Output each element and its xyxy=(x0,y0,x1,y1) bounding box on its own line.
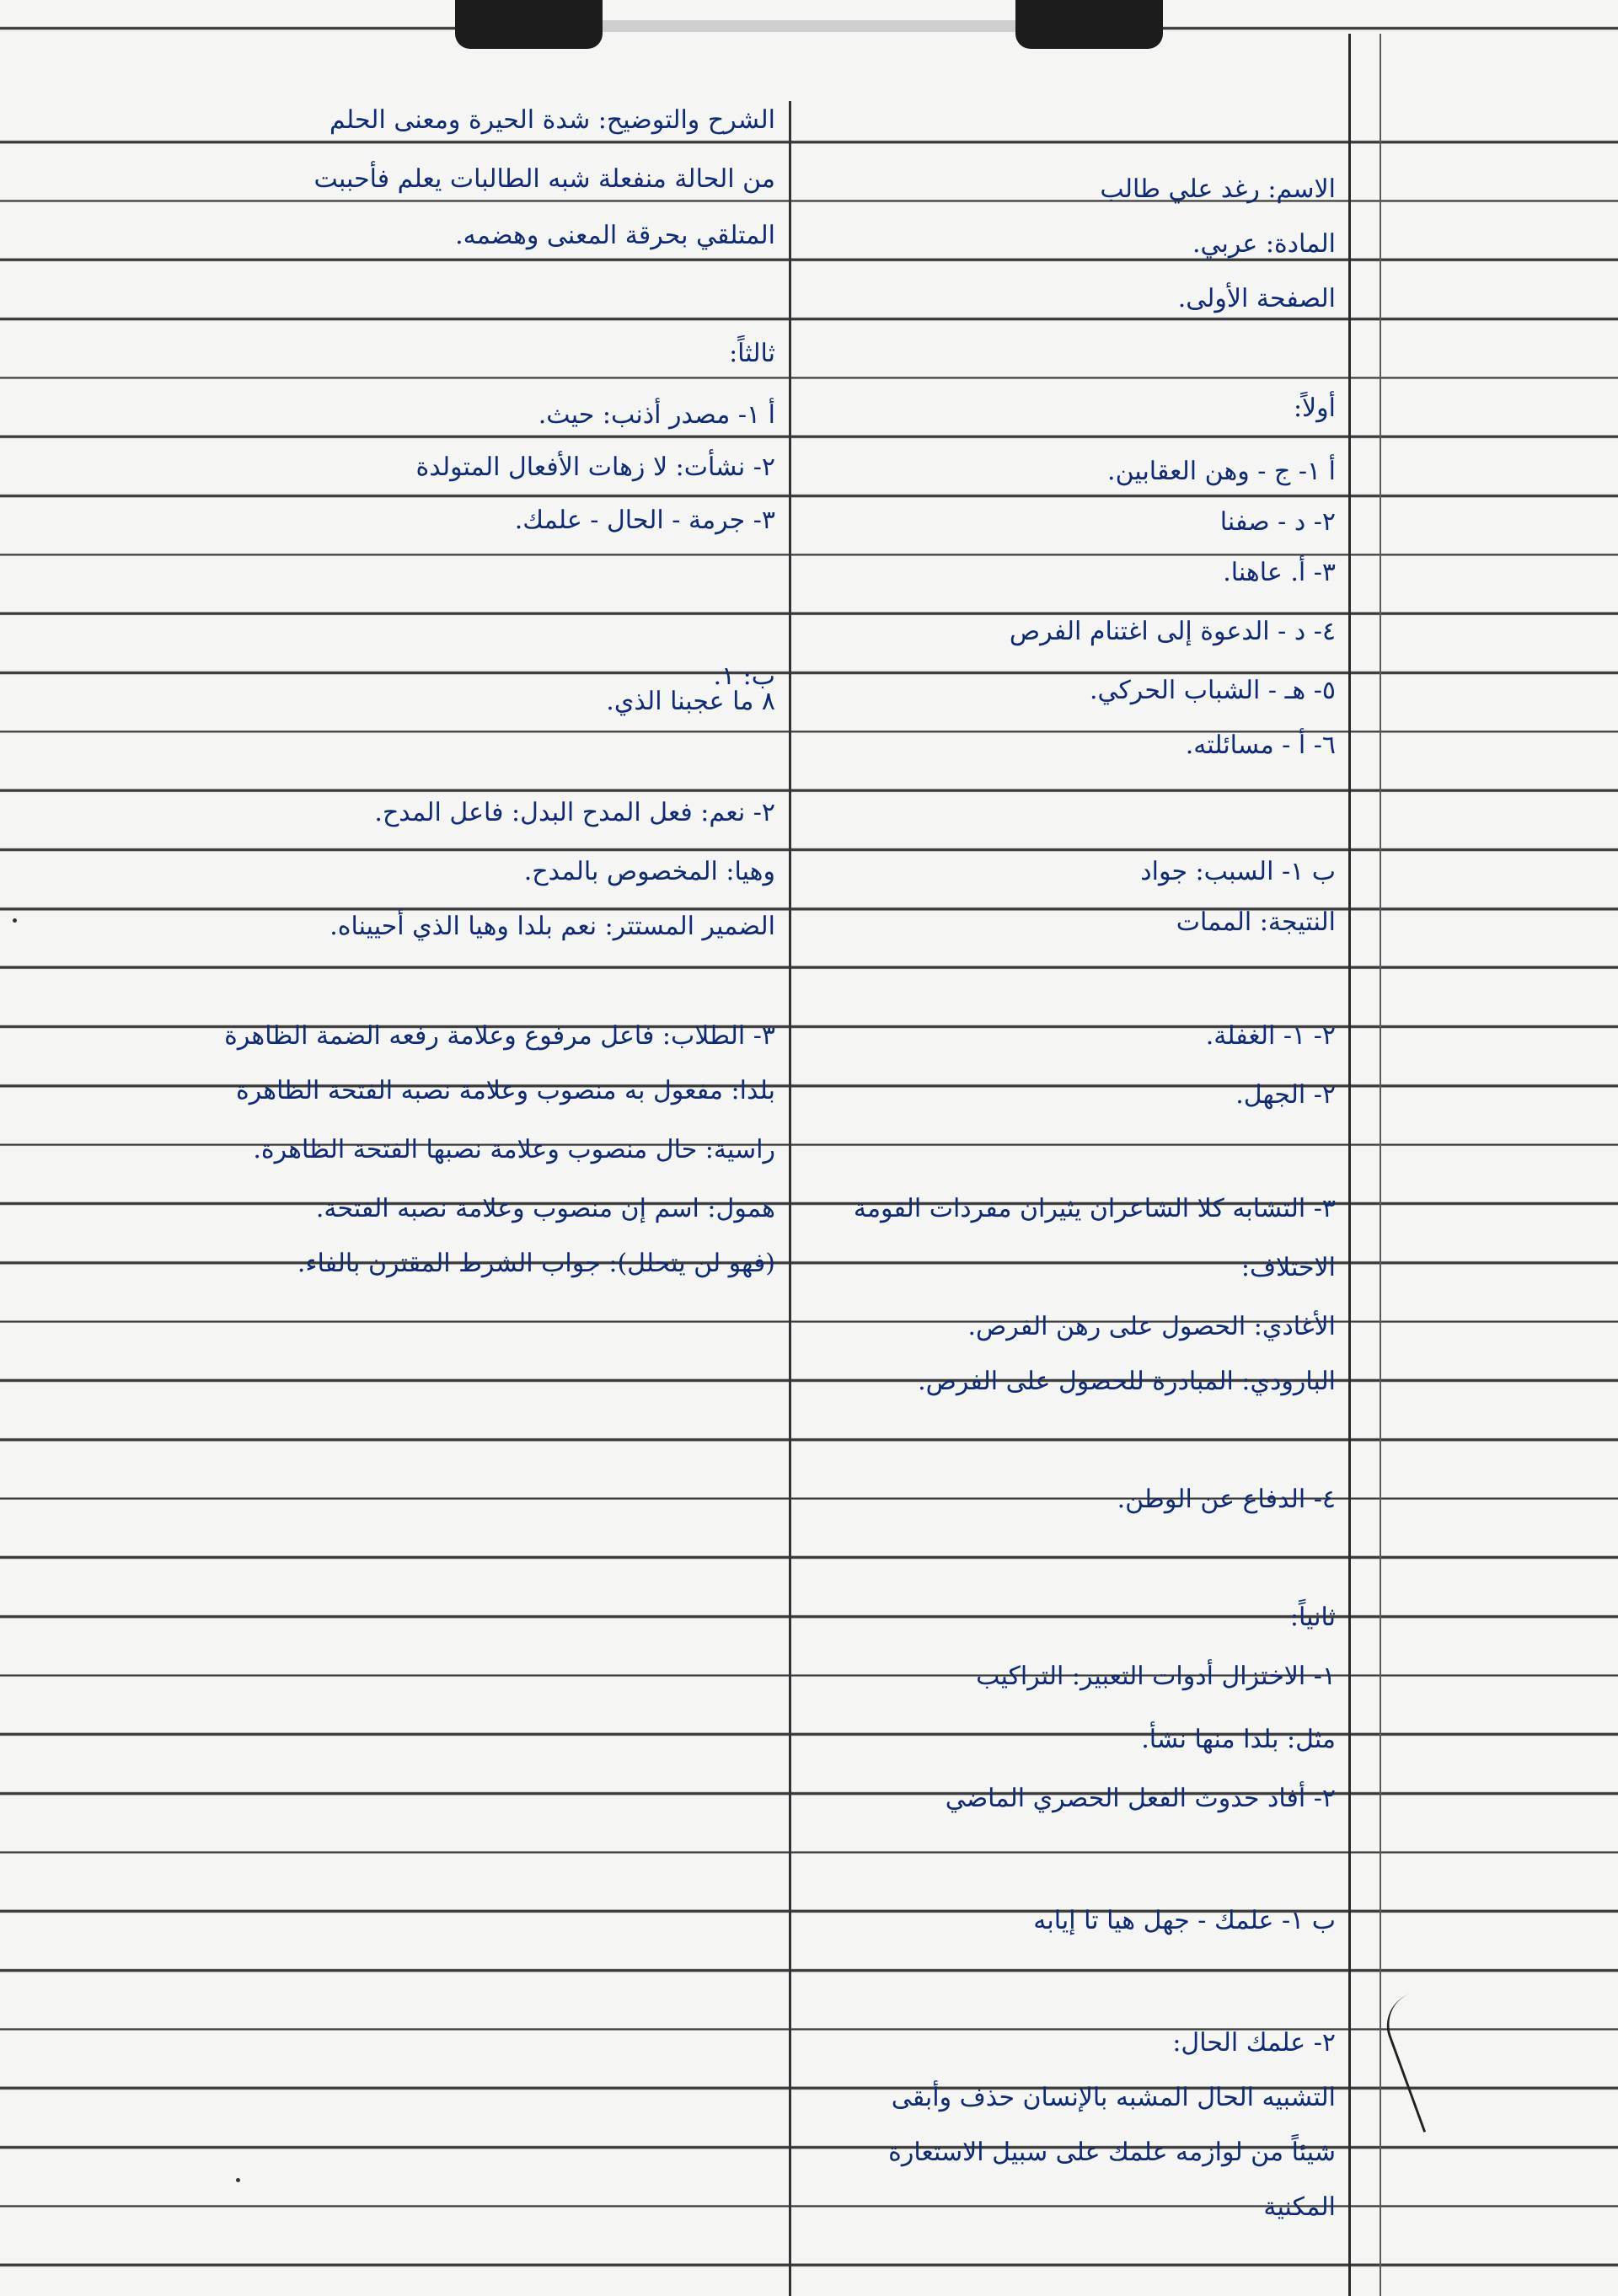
handwritten-line: ٢- د - صفنا xyxy=(1219,507,1336,537)
handwritten-line: راسية: حال منصوب وعلامة نصبها الفتحة الظاهرة. xyxy=(253,1135,775,1164)
handwritten-line: شيئاً من لوازمه علمك على سبيل الاستعارة xyxy=(888,2138,1336,2167)
handwritten-line: المكنية xyxy=(1263,2192,1336,2222)
handwritten-line: ٨ ما عجبنا الذي. xyxy=(606,687,775,716)
margin-line-inner xyxy=(1380,34,1381,2296)
handwritten-line: أ ١- مصدر أذنب: حيث. xyxy=(538,400,775,430)
clipboard-clip-right xyxy=(1015,0,1163,49)
handwritten-line: المادة: عربي. xyxy=(1192,229,1336,259)
handwritten-line: ب ١- السبب: جواد xyxy=(1140,857,1336,886)
handwritten-line: الصفحة الأولى. xyxy=(1177,284,1336,313)
handwritten-line: الضمير المستتر: نعم بلدا وهيا الذي أحييناه. xyxy=(329,912,775,941)
handwritten-line: ٢- نعم: فعل المدح البدل: فاعل المدح. xyxy=(374,798,775,827)
handwritten-line: المتلقي بحرقة المعنى وهضمه. xyxy=(455,221,775,250)
handwritten-line: النتيجة: الممات xyxy=(1176,907,1336,937)
handwritten-line: ٥- هـ - الشباب الحركي. xyxy=(1089,676,1336,705)
handwritten-line: ٣- أ. عاهنا. xyxy=(1223,558,1336,587)
handwritten-line: الاختلاف: xyxy=(1240,1253,1336,1282)
handwritten-line: ٤- الدفاع عن الوطن. xyxy=(1117,1485,1336,1514)
handwritten-line: ٢- الجهل. xyxy=(1235,1080,1336,1110)
handwritten-line: من الحالة منفعلة شبه الطالبات يعلم فأحببت xyxy=(313,164,775,194)
handwritten-line: ٦- أ - مسائلته. xyxy=(1185,731,1336,760)
handwritten-line: ٢- نشأت: لا زهات الأفعال المتولدة xyxy=(415,452,775,482)
handwritten-line: التشبيه الحال المشبه بالإنسان حذف وأبقى xyxy=(891,2083,1336,2112)
handwritten-line: ثانياً: xyxy=(1289,1603,1336,1632)
handwritten-line: ثالثاً: xyxy=(729,339,775,368)
handwritten-line: ب: ١. xyxy=(713,661,775,691)
handwritten-line: مثل: بلدا منها نشأ. xyxy=(1141,1725,1336,1754)
handwritten-line: ٤- د - الدعوة إلى اغتنام الفرص xyxy=(1009,617,1336,646)
handwritten-line: ٢- أفاد حدوث الفعل الحصري الماضي xyxy=(945,1784,1336,1813)
ink-dot xyxy=(236,2178,240,2182)
handwritten-line: البارودي: المبادرة للحصول على الفرص. xyxy=(918,1367,1336,1396)
handwritten-line: ٣- جرمة - الحال - علمك. xyxy=(514,506,775,535)
handwritten-line: وهيا: المخصوص بالمدح. xyxy=(523,857,775,886)
ink-dot xyxy=(13,918,17,923)
clipboard-clip-left xyxy=(455,0,603,49)
clipboard-wire xyxy=(539,0,1079,32)
handwritten-line: ١- الاختزال أدوات التعبير: التراكيب xyxy=(976,1662,1336,1691)
handwritten-line: ب ١- علمك - جهل هيا تا إيابه xyxy=(1033,1906,1336,1935)
handwritten-line: أولاً: xyxy=(1293,393,1336,423)
handwritten-line: أ ١- ج - وهن العقابين. xyxy=(1107,457,1336,486)
column-divider xyxy=(789,101,791,2296)
handwritten-line: (فهو لن يتحلل): جواب الشرط المقترن بالفاء. xyxy=(297,1249,775,1278)
handwritten-line: الاسم: رغد علي طالب xyxy=(1100,174,1336,204)
handwritten-line: ٣- التشابه كلا الشاعران يثيران مفردات القومة xyxy=(853,1194,1336,1223)
handwritten-line: ٢- ١- الغفلة. xyxy=(1205,1021,1336,1051)
handwritten-line: الأغادي: الحصول على رهن الفرص. xyxy=(967,1312,1336,1341)
handwritten-line: الشرح والتوضيح: شدة الحيرة ومعنى الحلم xyxy=(329,105,775,135)
handwritten-line: بلدا: مفعول به منصوب وعلامة نصبه الفتحة الظاهرة xyxy=(236,1076,775,1105)
handwritten-line: همول: اسم إن منصوب وعلامة نصبه الفتحة. xyxy=(315,1194,775,1223)
handwritten-line: ٢- علمك الحال: xyxy=(1172,2028,1336,2058)
margin-line xyxy=(1348,34,1351,2296)
handwritten-line: ٣- الطلاب: فاعل مرفوع وعلامة رفعه الضمة الظاهرة xyxy=(224,1021,775,1051)
